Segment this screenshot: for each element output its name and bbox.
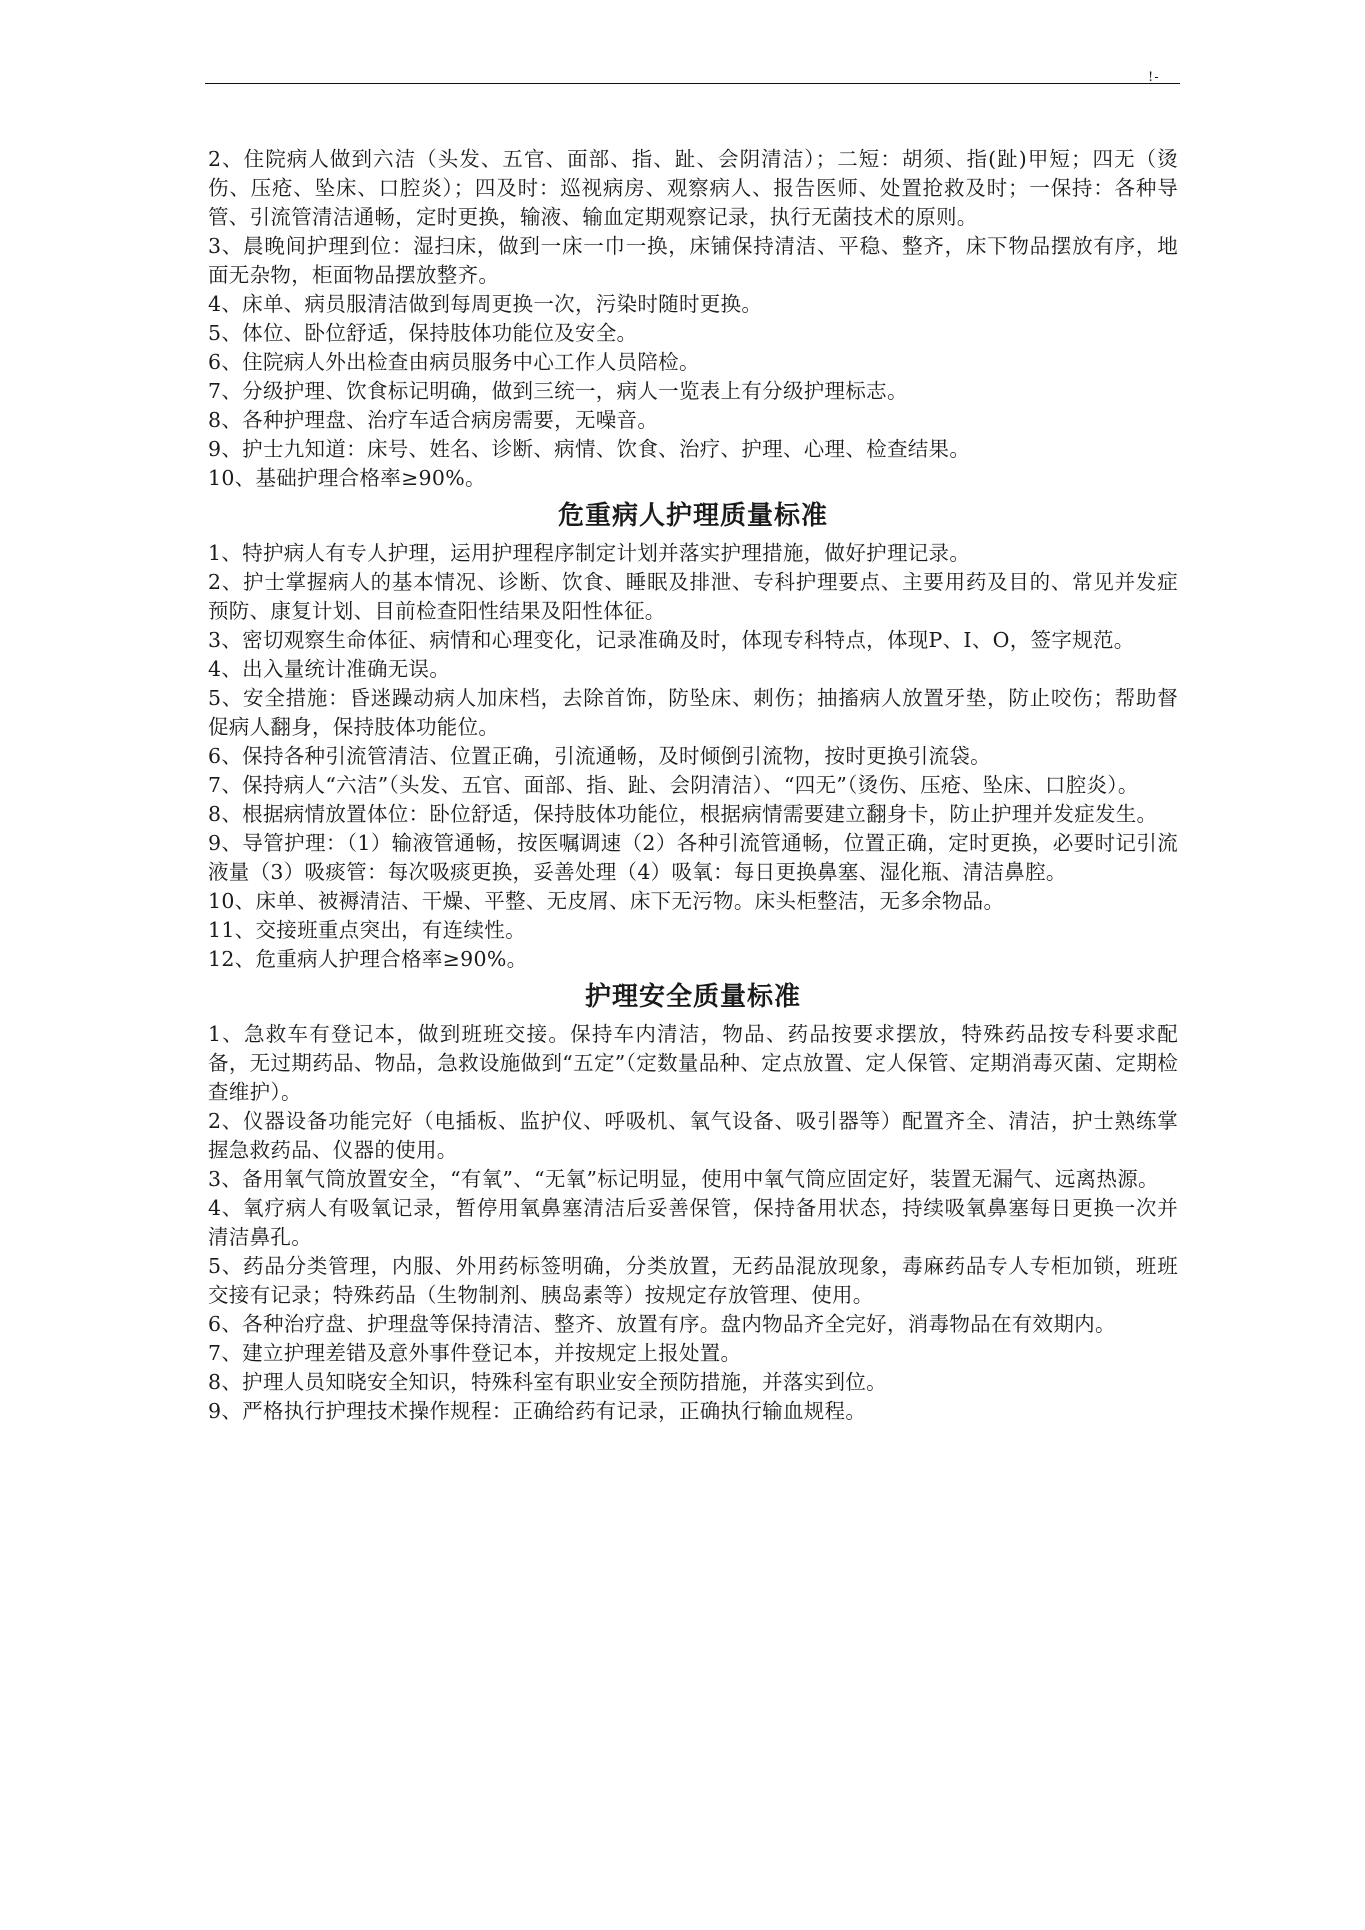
list-item: 7、建立护理差错及意外事件登记本，并按规定上报处置。 (208, 1341, 742, 1365)
list-item: 6、保持各种引流管清洁、位置正确，引流通畅，及时倾倒引流物，按时更换引流袋。 (208, 744, 991, 768)
section-basic-care (208, 145, 1178, 493)
section-critical-care (208, 493, 1178, 974)
list-item: 5、体位、卧位舒适，保持肢体功能位及安全。 (208, 321, 638, 345)
list-item: 5、药品分类管理，内服、外用药标签明确，分类放置，无药品混放现象，毒麻药品专人专柜加锁，班班交接有记录；特殊药品（生物制剂、胰岛素等）按规定存放管理、使用。 (208, 1254, 1178, 1307)
list-item: 4、氧疗病人有吸氧记录，暂停用氧鼻塞清洁后妥善保管，保持备用状态，持续吸氧鼻塞每日更换一次并清洁鼻孔。 (208, 1196, 1178, 1249)
list-item: 8、各种护理盘、治疗车适合病房需要，无噪音。 (208, 408, 659, 432)
list-item: 3、密切观察生命体征、病情和心理变化，记录准确及时，体现专科特点，体现P、I、O，签字规范。 (208, 628, 1135, 652)
list-item: 10、床单、被褥清洁、干燥、平整、无皮屑、床下无污物。床头柜整洁，无多余物品。 (208, 889, 1005, 913)
list-item: 7、保持病人“六洁”（头发、五官、面部、指、趾、会阴清洁）、“四无”（烫伤、压疮、坠床、口腔炎）。 (208, 773, 1139, 797)
list-item: 6、各种治疗盘、护理盘等保持清洁、整齐、放置有序。盘内物品齐全完好，消毒物品在有效期内。 (208, 1312, 1116, 1336)
list-item: 2、仪器设备功能完好（电插板、监护仪、呼吸机、氧气设备、吸引器等）配置齐全、清洁，护士熟练掌握急救药品、仪器的使用。 (208, 1109, 1178, 1162)
list-item: 7、分级护理、饮食标记明确，做到三统一，病人一览表上有分级护理标志。 (208, 379, 908, 403)
list-item: 2、护士掌握病人的基本情况、诊断、饮食、睡眠及排泄、专科护理要点、主要用药及目的、常见并发症预防、康复计划、目前检查阳性结果及阳性体征。 (208, 570, 1178, 623)
list-item: 2、住院病人做到六洁（头发、五官、面部、指、趾、会阴清洁）；二短：胡须、指(趾)甲短；四无（烫伤、压疮、坠床、口腔炎）；四及时：巡视病房、观察病人、报告医师、处置抢救及时；一保持：各种导管、引流管清洁通畅，定时更换，输液、输血定期观察记录，执行无菌技术的原则。 (208, 147, 1178, 229)
list-item: 3、备用氧气筒放置安全，“有氧”、“无氧”标记明显，使用中氧气筒应固定好，装置无漏气、远离热源。 (208, 1167, 1159, 1191)
section-title: 护理安全质量标准 (584, 982, 801, 1012)
list-item: 1、特护病人有专人护理，运用护理程序制定计划并落实护理措施，做好护理记录。 (208, 541, 971, 565)
list-item: 8、根据病情放置体位：卧位舒适，保持肢体功能位，根据病情需要建立翻身卡，防止护理并发症发生。 (208, 802, 1158, 826)
list-item: 6、住院病人外出检查由病员服务中心工作人员陪检。 (208, 350, 700, 374)
list-item: 12、危重病人护理合格率≥90%。 (208, 947, 528, 971)
list-item: 5、安全措施：昏迷躁动病人加床档，去除首饰，防坠床、刺伤；抽搐病人放置牙垫，防止咬伤；帮助督促病人翻身，保持肢体功能位。 (208, 686, 1178, 739)
list-item: 8、护理人员知晓安全知识，特殊科室有职业安全预防措施，并落实到位。 (208, 1370, 887, 1394)
page-number: !- (1148, 70, 1160, 85)
header-rule (205, 83, 1180, 84)
list-item: 1、急救车有登记本，做到班班交接。保持车内清洁，物品、药品按要求摆放，特殊药品按专科要求配备，无过期药品、物品，急救设施做到“五定”（定数量品种、定点放置、定人保管、定期消毒灭菌、定期检查维护）。 (208, 1022, 1178, 1104)
document-body (208, 145, 1178, 1426)
section-title: 危重病人护理质量标准 (557, 501, 828, 531)
list-item: 9、护士九知道：床号、姓名、诊断、病情、饮食、治疗、护理、心理、检查结果。 (208, 437, 971, 461)
list-item: 9、严格执行护理技术操作规程：正确给药有记录，正确执行输血规程。 (208, 1399, 867, 1423)
list-item: 10、基础护理合格率≥90%。 (208, 466, 486, 490)
list-item: 9、导管护理：（1）输液管通畅，按医嘱调速（2）各种引流管通畅，位置正确，定时更换，必要时记引流液量（3）吸痰管：每次吸痰更换，妥善处理（4）吸氧：每日更换鼻塞、湿化瓶、清洁鼻腔。 (208, 831, 1178, 884)
section-safety (208, 974, 1178, 1426)
list-item: 4、床单、病员服清洁做到每周更换一次，污染时随时更换。 (208, 292, 763, 316)
list-item: 11、交接班重点突出，有连续性。 (208, 918, 526, 942)
list-item: 4、出入量统计准确无误。 (208, 657, 451, 681)
list-item: 3、晨晚间护理到位：湿扫床，做到一床一巾一换，床铺保持清洁、平稳、整齐，床下物品摆放有序，地面无杂物，柜面物品摆放整齐。 (208, 234, 1178, 287)
